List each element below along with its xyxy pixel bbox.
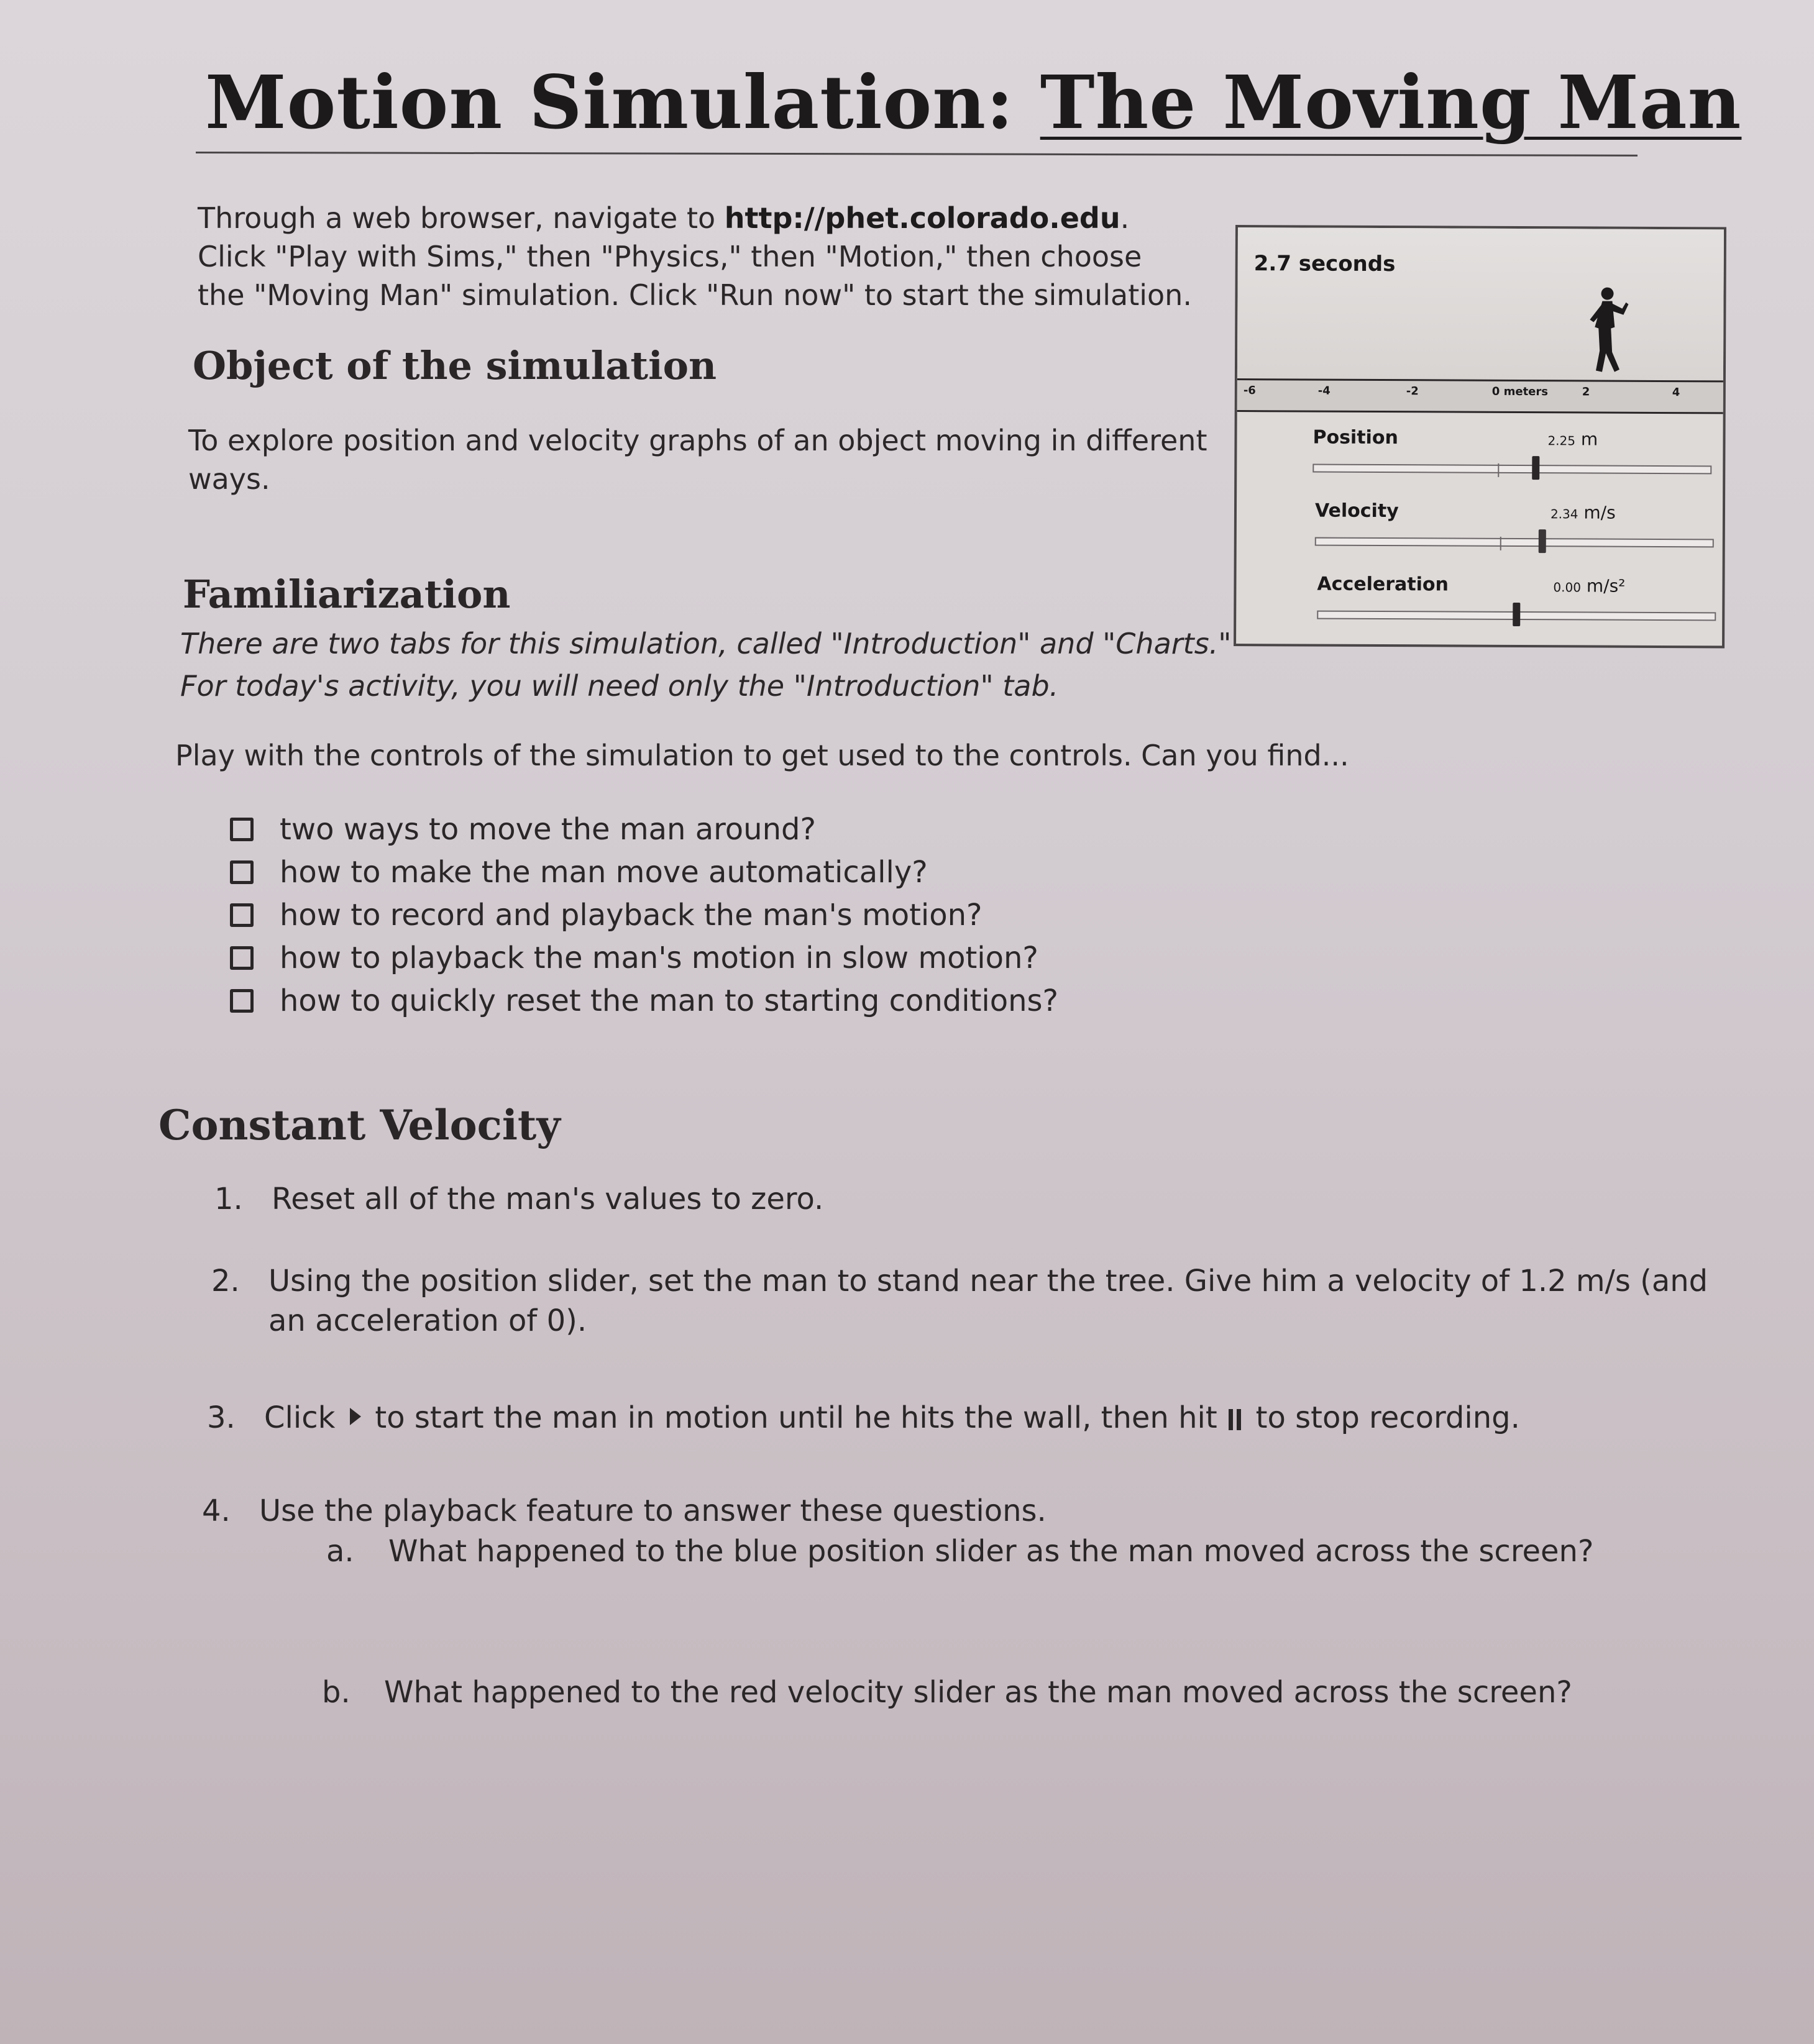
- intro-paragraph: [198, 199, 1192, 314]
- velocity-slider-thumb[interactable]: [1538, 529, 1546, 553]
- velocity-number: 2.34: [1550, 506, 1578, 522]
- ruler-tick: 4: [1672, 386, 1680, 399]
- page-title: [205, 59, 1741, 145]
- acceleration-slider[interactable]: [1317, 611, 1716, 621]
- checklist: [230, 808, 1058, 1022]
- velocity-slider[interactable]: [1315, 537, 1714, 548]
- acceleration-label: Acceleration: [1317, 573, 1449, 596]
- position-number: 2.25: [1547, 433, 1576, 449]
- simulation-screenshot: [1234, 225, 1726, 648]
- velocity-value: [1551, 502, 1616, 522]
- title-prefix: Motion Simulation:: [205, 59, 1040, 145]
- step-text: Use the playback feature to answer these questions.: [259, 1494, 1047, 1528]
- position-slider-center-mark: [1498, 463, 1499, 477]
- step-text: to start the man in motion until he hits the wall, then hit: [375, 1400, 1217, 1435]
- velocity-unit: m/s: [1583, 502, 1616, 523]
- step-number: 4.: [202, 1494, 231, 1528]
- constant-velocity-heading: Constant Velocity: [158, 1101, 561, 1149]
- pause-icon: [1229, 1400, 1245, 1440]
- checklist-item-text: two ways to move the man around?: [280, 811, 816, 847]
- position-slider[interactable]: [1312, 464, 1711, 475]
- familiarization-text: There are two tabs for this simulation, called "Introduction" and "Charts." For today's activity, you will need only the "Introduction" tab.: [180, 627, 1232, 703]
- play-icon: [350, 1408, 361, 1425]
- checklist-item-text: how to quickly reset the man to starting conditions?: [280, 983, 1059, 1018]
- step-text: Using the position slider, set the man to stand near the tree. Give him a velocity of 1.2 m/s (and: [268, 1264, 1708, 1298]
- position-label: Position: [1312, 426, 1398, 449]
- intro-text-2: . Click "Play with Sims," then "Physics," then "Motion," then choose the "Moving Man" simulation. Click "Run now" to start the simulation.: [198, 201, 1192, 312]
- position-slider-thumb[interactable]: [1532, 456, 1539, 480]
- ruler-tick: -4: [1317, 384, 1331, 398]
- checkbox-icon: [230, 946, 254, 970]
- checkbox-icon: [230, 818, 254, 841]
- checklist-item-text: how to record and playback the man's motion?: [280, 897, 983, 933]
- step-2: [211, 1261, 1715, 1341]
- step-text: What happened to the blue position slider as the man moved across the screen?: [388, 1534, 1594, 1569]
- step-text-continued: an acceleration of 0).: [268, 1303, 587, 1338]
- step-number: 2.: [211, 1264, 240, 1298]
- ruler-tick: 0 meters: [1491, 385, 1549, 399]
- checklist-item-text: how to make the man move automatically?: [280, 854, 928, 890]
- sim-position-ruler: [1237, 378, 1723, 414]
- position-unit: m: [1580, 429, 1598, 450]
- checkbox-icon: [230, 989, 254, 1013]
- step-number: 1.: [214, 1182, 243, 1216]
- step-4: [202, 1491, 1047, 1531]
- play-text: Play with the controls of the simulation to get used to the controls. Can you find...: [175, 739, 1349, 772]
- step-4b: [322, 1672, 1572, 1712]
- step-text: Click: [264, 1400, 336, 1435]
- step-number: 3.: [207, 1400, 236, 1435]
- checklist-item: [230, 893, 1058, 936]
- acceleration-value: [1553, 575, 1625, 596]
- step-1: [214, 1179, 823, 1219]
- checkbox-icon: [230, 903, 254, 927]
- ruler-tick: 2: [1582, 385, 1590, 399]
- checklist-item: [230, 808, 1058, 851]
- step-text: What happened to the red velocity slider as the man moved across the screen?: [384, 1675, 1572, 1710]
- checkbox-icon: [230, 860, 254, 884]
- familiarization-heading: Familiarization: [183, 572, 511, 617]
- ruler-tick: -6: [1243, 384, 1256, 398]
- step-3: [207, 1398, 1520, 1440]
- object-heading: Object of the simulation: [193, 343, 717, 388]
- position-value: [1547, 429, 1598, 449]
- sim-time-readout: 2.7 seconds: [1253, 251, 1396, 277]
- checklist-item: [230, 979, 1058, 1022]
- acceleration-unit: m/s²: [1586, 575, 1626, 596]
- title-divider: [196, 152, 1638, 157]
- intro-url: http://phet.colorado.edu: [724, 201, 1120, 235]
- title-underlined: The Moving Man: [1040, 59, 1742, 145]
- step-letter: b.: [322, 1675, 350, 1710]
- intro-text-1: Through a web browser, navigate to: [198, 201, 725, 235]
- step-text: to stop recording.: [1255, 1400, 1520, 1435]
- acceleration-slider-thumb[interactable]: [1513, 603, 1520, 626]
- checklist-item-text: how to playback the man's motion in slow motion?: [280, 940, 1038, 975]
- sim-scene: [1237, 227, 1724, 385]
- acceleration-number: 0.00: [1553, 580, 1582, 595]
- ruler-tick: -2: [1406, 385, 1419, 398]
- moving-man-icon: [1576, 283, 1633, 376]
- checklist-item: [230, 851, 1058, 893]
- step-text: Reset all of the man's values to zero.: [272, 1182, 824, 1216]
- step-4a: [326, 1531, 1593, 1571]
- velocity-slider-center-mark: [1500, 537, 1501, 550]
- velocity-label: Velocity: [1314, 500, 1399, 522]
- checklist-item: [230, 936, 1058, 979]
- step-letter: a.: [326, 1534, 354, 1569]
- object-text: To explore position and velocity graphs of an object moving in different ways.: [188, 424, 1207, 496]
